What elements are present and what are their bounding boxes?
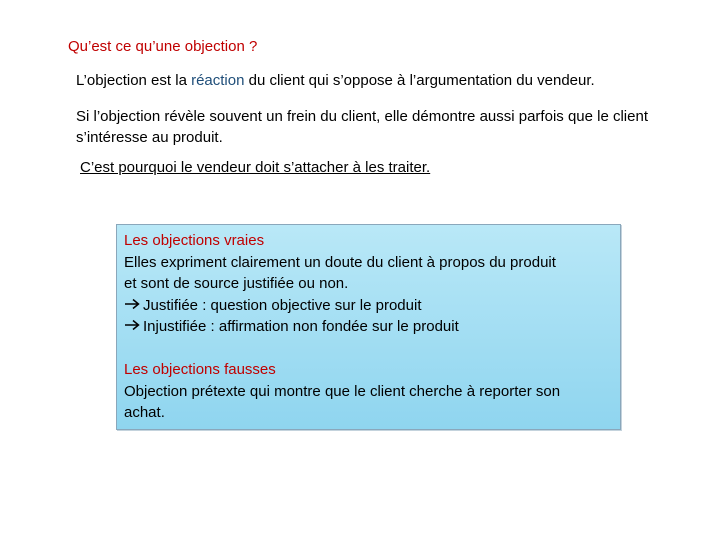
true-objections-description-line-2: et sont de source justifiée ou non. (124, 275, 349, 292)
interest-paragraph: Si l’objection révèle souvent un frein du client, elle démontre aussi parfois que le client s’intéresse au produit. (76, 108, 648, 146)
right-arrow-icon (124, 298, 141, 310)
false-objections-description-line-1: Objection prétexte qui montre que le client cherche à reporter son (124, 382, 561, 400)
unjustified-bullet-text: Injustifiée : affirmation non fondée sur le produit (143, 318, 459, 335)
section-spacer (124, 338, 613, 360)
definition-text-end: du client qui s’oppose à l’argumentation du vendeur. (244, 72, 595, 89)
unjustified-bullet (124, 316, 613, 338)
true-objections-heading: Les objections vraies (124, 232, 265, 249)
conclusion-paragraph (80, 157, 430, 178)
objection-types-box (116, 224, 621, 430)
slide-title: Qu’est ce qu’une objection ? (68, 38, 258, 55)
reaction-highlight: réaction (191, 72, 245, 89)
definition-text-start: L’objection est la (76, 72, 192, 89)
justified-bullet (124, 295, 613, 317)
definition-paragraph (76, 70, 595, 91)
conclusion-period: . (426, 159, 431, 176)
justified-bullet-text: Justifiée : question objective sur le produit (143, 296, 422, 314)
true-objections-description-line-1: Elles expriment clairement un doute du client à propos du produit (124, 253, 556, 271)
conclusion-text: C’est pourquoi le vendeur doit s’attacher à les traiter (80, 159, 427, 176)
false-objections-heading: Les objections fausses (124, 361, 276, 378)
false-objections-description-line-2: achat. (124, 404, 165, 421)
right-arrow-icon (124, 319, 141, 331)
